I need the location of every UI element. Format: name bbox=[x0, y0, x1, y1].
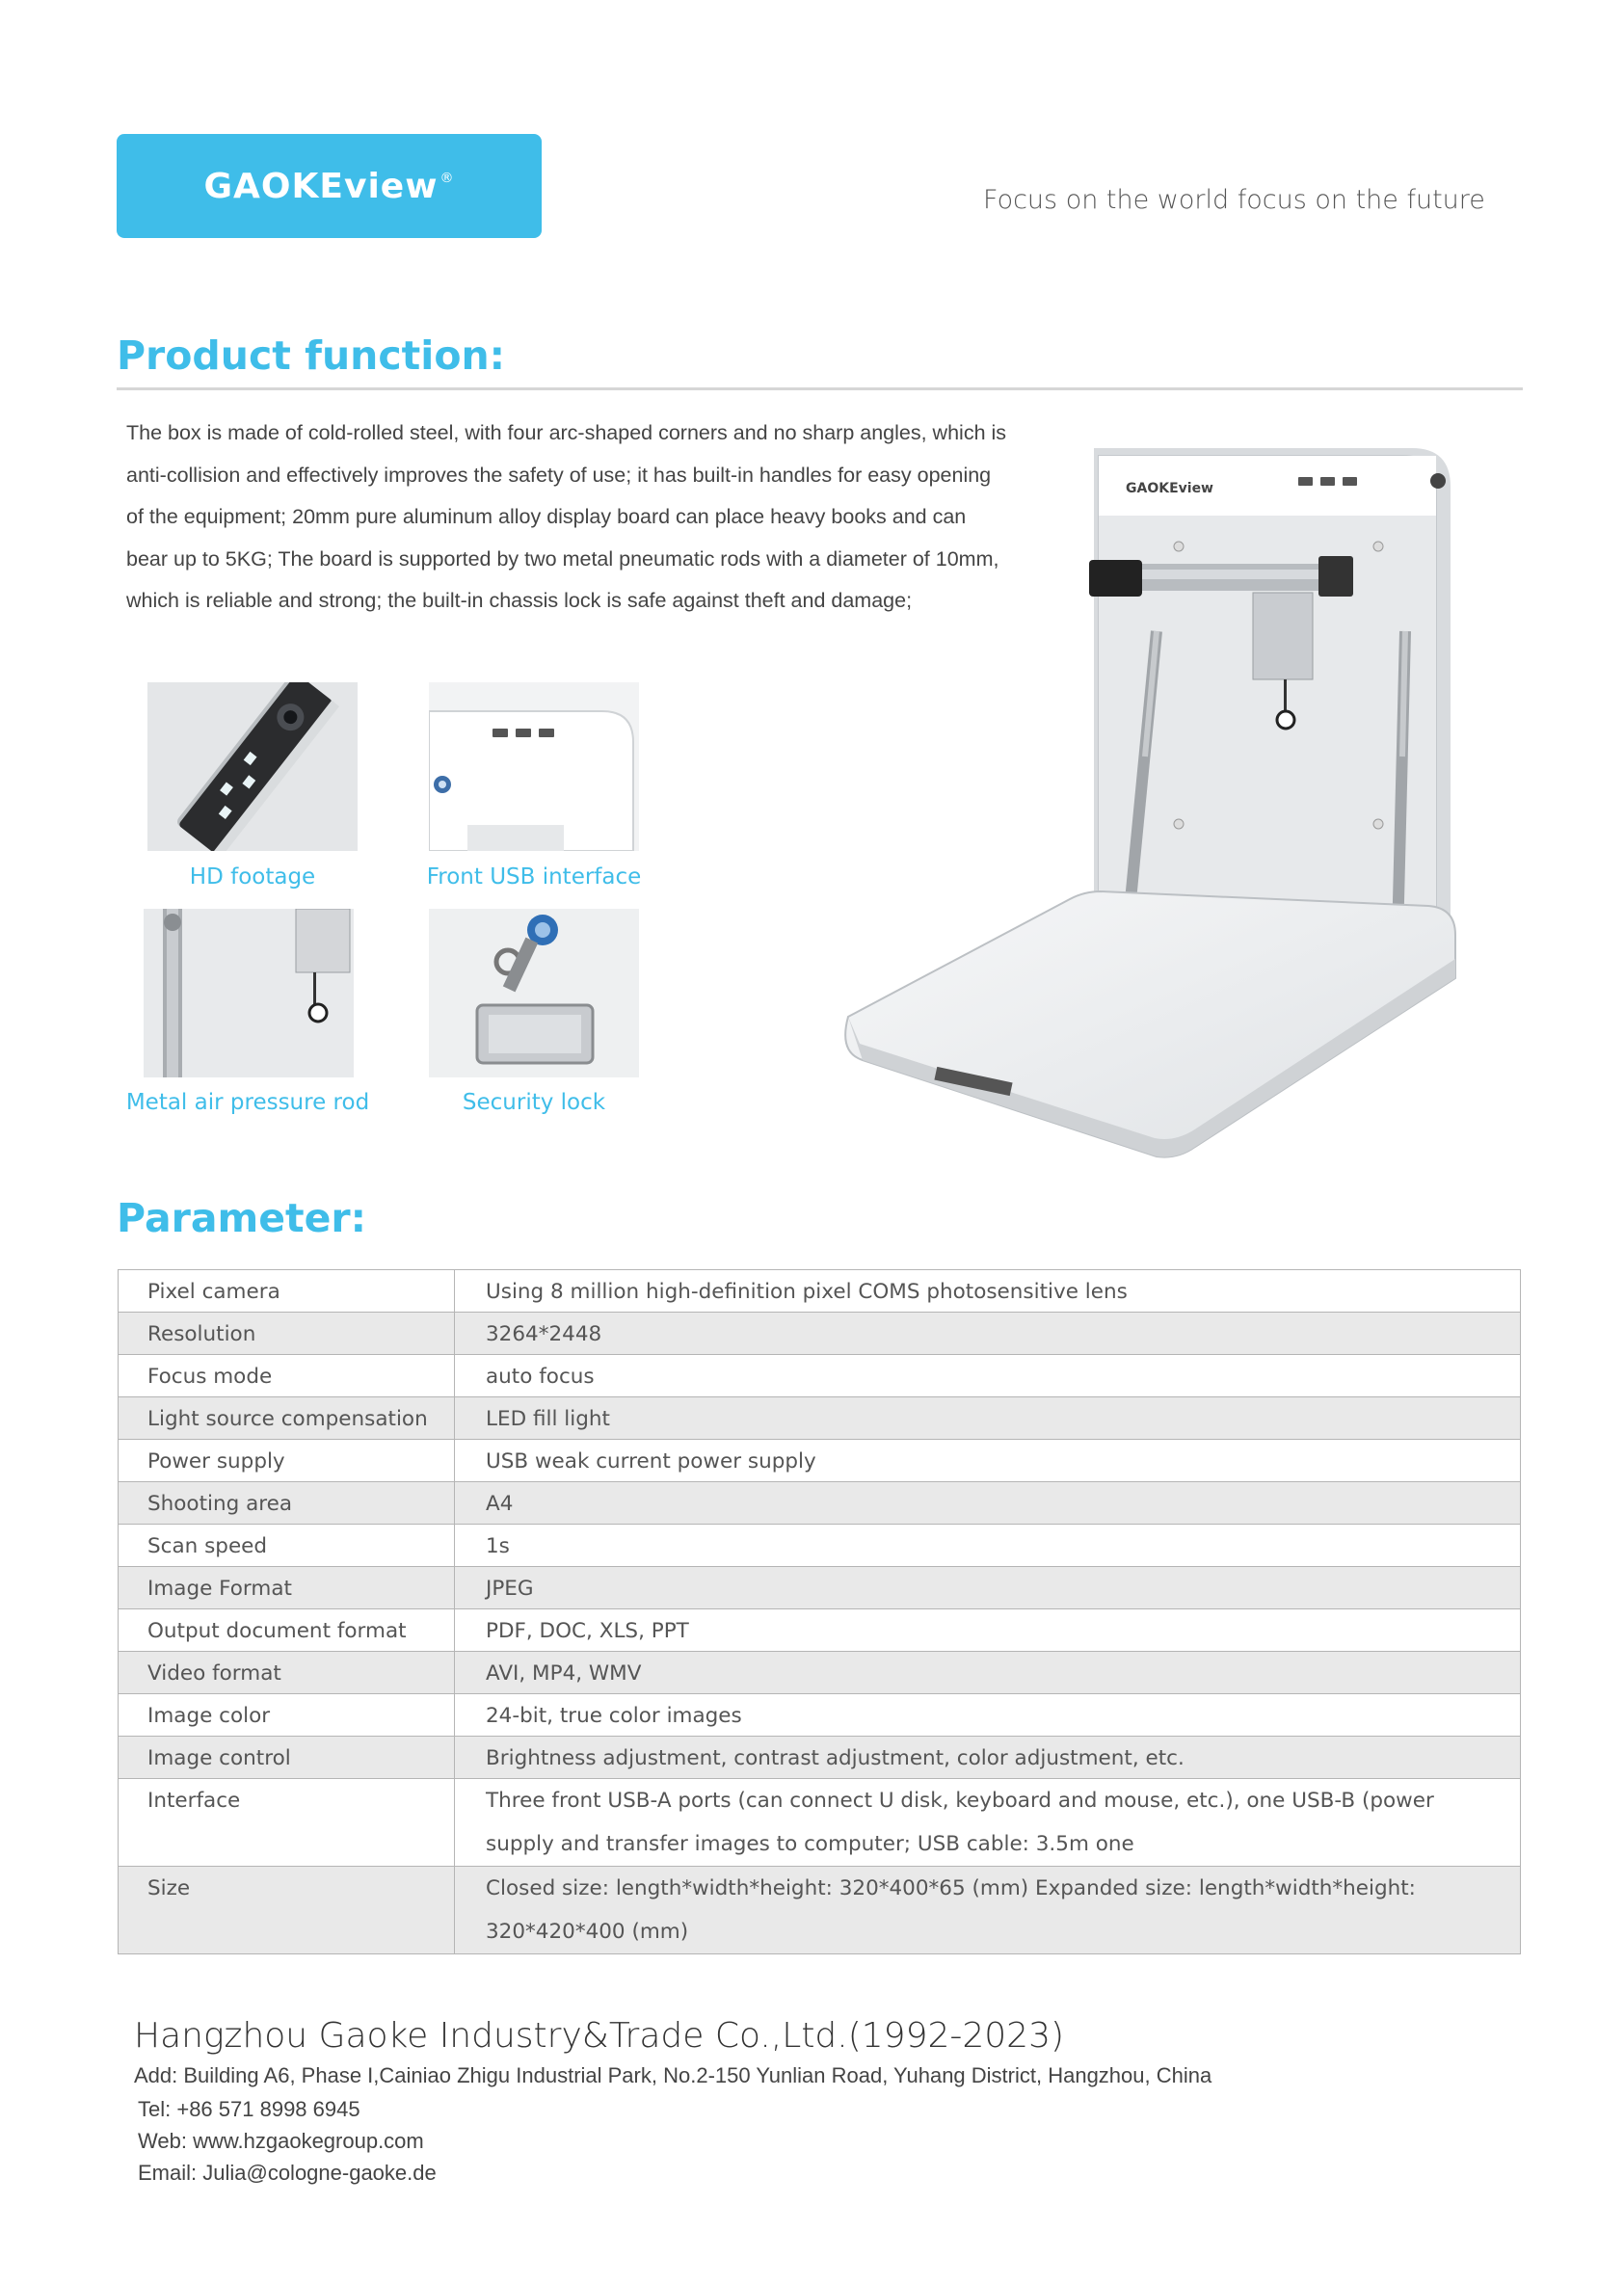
table-row bbox=[119, 1270, 1521, 1313]
param-value: Three front USB-A ports (can connect U disk, keyboard and mouse, etc.), one USB-B (power supply and transfer images to computer; USB cable: 3.5m one bbox=[455, 1779, 1521, 1867]
section-title-product-function: Product function: bbox=[117, 332, 506, 379]
caption-hd-footage: HD footage bbox=[189, 864, 316, 890]
product-image bbox=[819, 438, 1465, 1190]
param-key: Light source compensation bbox=[119, 1397, 455, 1440]
table-row bbox=[119, 1525, 1521, 1567]
parameter-table bbox=[118, 1269, 1521, 1954]
lock-icon bbox=[429, 909, 639, 1077]
param-value: LED fill light bbox=[455, 1397, 1521, 1440]
param-value: 3264*2448 bbox=[455, 1313, 1521, 1355]
company-tel: Tel: +86 571 8998 6945 bbox=[138, 2097, 360, 2121]
param-key: Interface bbox=[119, 1779, 455, 1867]
param-value: JPEG bbox=[455, 1567, 1521, 1609]
table-row bbox=[119, 1867, 1521, 1954]
table-row bbox=[119, 1355, 1521, 1397]
param-value: Closed size: length*width*height: 320*400*65 (mm) Expanded size: length*width*height: 320*420*400 (mm) bbox=[455, 1867, 1521, 1954]
camera-lens-icon bbox=[147, 682, 358, 851]
param-key: Focus mode bbox=[119, 1355, 455, 1397]
table-row bbox=[119, 1694, 1521, 1737]
param-value: Using 8 million high-definition pixel COMS photosensitive lens bbox=[455, 1270, 1521, 1313]
brand-logo-text: GAOKEview ® bbox=[203, 166, 455, 206]
table-row bbox=[119, 1652, 1521, 1694]
product-logo: GAOKEview bbox=[1126, 481, 1213, 496]
pneumatic-rod-icon bbox=[144, 909, 354, 1077]
company-email-link[interactable]: Email: Julia@cologne-gaoke.de bbox=[138, 2161, 437, 2185]
table-row bbox=[119, 1440, 1521, 1482]
table-row bbox=[119, 1737, 1521, 1779]
param-value: A4 bbox=[455, 1482, 1521, 1525]
document-camera-illustration bbox=[819, 438, 1465, 1190]
param-key: Scan speed bbox=[119, 1525, 455, 1567]
param-value: AVI, MP4, WMV bbox=[455, 1652, 1521, 1694]
table-row bbox=[119, 1609, 1521, 1652]
param-key: Image Format bbox=[119, 1567, 455, 1609]
param-key: Video format bbox=[119, 1652, 455, 1694]
table-row bbox=[119, 1779, 1521, 1867]
param-value: 1s bbox=[455, 1525, 1521, 1567]
company-web-link[interactable]: Web: www.hzgaokegroup.com bbox=[138, 2129, 424, 2153]
caption-front-usb: Front USB interface bbox=[426, 864, 642, 890]
param-key: Size bbox=[119, 1867, 455, 1954]
param-value: PDF, DOC, XLS, PPT bbox=[455, 1609, 1521, 1652]
param-key: Image control bbox=[119, 1737, 455, 1779]
thumb-pressure-rod bbox=[144, 909, 354, 1077]
thumb-hd-footage bbox=[147, 682, 358, 851]
section-title-parameter: Parameter: bbox=[117, 1195, 367, 1241]
table-row bbox=[119, 1313, 1521, 1355]
usb-port-icon bbox=[429, 682, 639, 851]
product-description: The box is made of cold-rolled steel, with four arc-shaped corners and no sharp angles, which is anti-collision and effectively improves the safety of use; it has built-in handles for easy opening of the equipment; 20mm pure aluminum alloy display board can place heavy books and can bear up to 5KG; The board is supported by two metal pneumatic rods with a diameter of 10mm, which is reliable and strong; the built-in chassis lock is safe against theft and damage; bbox=[126, 421, 1007, 612]
param-key: Image color bbox=[119, 1694, 455, 1737]
param-value: USB weak current power supply bbox=[455, 1440, 1521, 1482]
company-address: Add: Building A6, Phase I,Cainiao Zhigu Industrial Park, No.2-150 Yunlian Road, Yuhang District, Hangzhou, China bbox=[134, 2063, 1212, 2087]
param-key: Pixel camera bbox=[119, 1270, 455, 1313]
table-row bbox=[119, 1482, 1521, 1525]
tagline: Focus on the world focus on the future bbox=[983, 185, 1485, 215]
thumb-front-usb bbox=[429, 682, 639, 851]
table-row bbox=[119, 1397, 1521, 1440]
param-value: auto focus bbox=[455, 1355, 1521, 1397]
param-value: Brightness adjustment, contrast adjustment, color adjustment, etc. bbox=[455, 1737, 1521, 1779]
thumb-security-lock bbox=[429, 909, 639, 1077]
brand-logo bbox=[117, 134, 542, 238]
section-divider bbox=[117, 387, 1523, 390]
caption-pressure-rod: Metal air pressure rod bbox=[125, 1090, 370, 1115]
company-name: Hangzhou Gaoke Industry&Trade Co.,Ltd.(1992-2023) bbox=[134, 2016, 1065, 2056]
param-key: Resolution bbox=[119, 1313, 455, 1355]
table-row bbox=[119, 1567, 1521, 1609]
param-key: Shooting area bbox=[119, 1482, 455, 1525]
param-key: Output document format bbox=[119, 1609, 455, 1652]
param-value: 24-bit, true color images bbox=[455, 1694, 1521, 1737]
param-key: Power supply bbox=[119, 1440, 455, 1482]
caption-security-lock: Security lock bbox=[462, 1090, 606, 1115]
